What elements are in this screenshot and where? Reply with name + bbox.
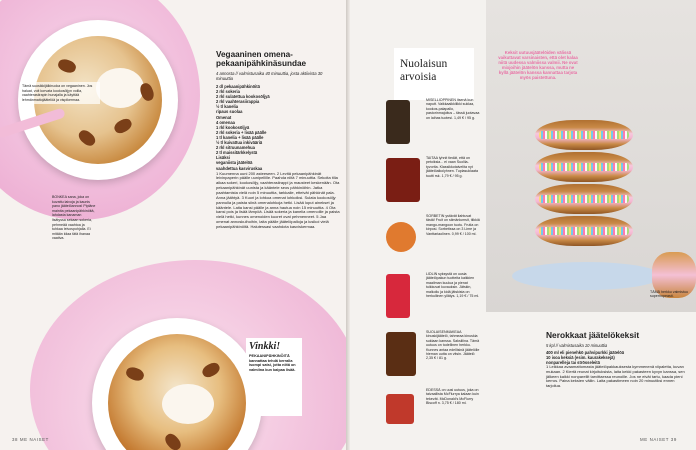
ingredient: 2 rkl sokeria + lisää päälle (216, 129, 267, 135)
ice-cream-sandwich (535, 216, 633, 246)
ingredient: 2 rkl sulatettua kookosöljyä (216, 94, 270, 100)
photo-caption-top: Tämä suosikkijälkiruoka on vegaaninen. Jos haluat, voit korvata kookosöljyn voilla, vaahterasiirapin hunajalla ja käyttää lehmänmaitojäätelöä ja vispikermaa. (20, 82, 100, 104)
page-footer-left: 38 ME NAISET (12, 437, 49, 442)
ingredient: 2 dl pekaanipähkinöitä (216, 84, 260, 89)
recipe2-title: Nerokkaat jäätelökeksit (546, 330, 640, 340)
recipe-block-2 (546, 330, 686, 389)
recipe-title: Vegaaninen omena-pekaanipähkinäsundae (216, 50, 307, 68)
product-image (386, 222, 416, 252)
product-image (386, 100, 410, 144)
recipe2-steps: 1 Leikkaa avaamattomasta jäätelöpakkauksesta kymmenenä viipaletta, kuvan mukaan. 2 Kiertä reunat kirjoituksista, laita kekki pakasteen kyvyn kanssa, sen jälkeen kaikki nonparellit tarvittaessa reunoille. Jos ne eivät tartu, kaada pieni kerros. Paina keksien väliin. Laita pakastimeen noin 20 minuutiksi ennen tarjoilua. (546, 364, 685, 389)
recipe-block (216, 50, 340, 230)
ingredient: veganiista jäätelöä (216, 160, 253, 166)
tip-box (246, 338, 302, 416)
photo-pink-text: Keksit uutuusjäätelöiden välissä vaikuttavat varsinaisten, että olet kalaa niitä uudessa valmiissa valmii. Ne ovat mixjoihin jäätelön kanssa, mutta ne kyllä jäätelön kanssa kannattaa tarjota myös paistettuna. (498, 50, 578, 81)
product-text: EDESSÄ on uusi uutuus, joka on taivaallista McFlurrya kalaan kuin tekevät. McDonald's McFlurry Biscoff n. 3,75 € / 180 ml. (426, 388, 479, 406)
ingredient-list (216, 84, 340, 171)
ingredient: 400 ml eli pienehkö pahvipurkki jäätelöä (546, 350, 625, 355)
page-footer-right: ME NAISET 39 (640, 437, 677, 442)
ice-cream-sandwich (535, 184, 633, 214)
blue-plate (512, 262, 662, 290)
tip-title: Vinkki! (249, 341, 281, 352)
ingredient: 10 isoa keksiä (esim. kaurakeksejä) (546, 355, 615, 360)
products-title-line-2: arvoisia (400, 70, 437, 83)
ingredient: 2 rkl sitruunamehua (216, 145, 255, 151)
ingredient: 1 rkl kookosöljyä (216, 124, 250, 130)
ingredient: ½ tl kanelia (216, 104, 239, 110)
product-text: TAITAA lyhnit tiedät, että on petoiksia... ei vaan Suolila-tyvorita. Klassikkotaivelita nyt jäätelöaikolyhnen. Tuplasuklaata tuutti rsk. 1,79 € / 95 g. (426, 156, 478, 178)
product-image (386, 274, 410, 318)
ingredient: ripaus suolaa (216, 109, 243, 115)
product-text: MISELLIOPPINEN itsenä kun naputt. Vaikkaaikkilikki suklaa, kookos-palapallo, pastorinmajoitus – tässä juotavaa on laihas tuotesi. 1,49 € / 95 g. (426, 98, 480, 120)
ingredient-heading: Lisäksi (216, 155, 230, 161)
product-image (386, 332, 416, 376)
product-item (380, 386, 480, 442)
ingredient: 2 rkl vaahterasiirappia (216, 99, 260, 105)
ingredient: nonparelleja tai strösseleitä (546, 360, 600, 365)
ice-cream-scoop (96, 68, 144, 108)
product-item (380, 270, 480, 326)
cookie-stack (535, 120, 633, 248)
product-text: LIDLIN syksystä on uusia jäätelöpakun tuotteita kaikkien maailman kuulua ja pienat tuikkuvat kuvauksin. Jätskin, malkoilu ja kidä jätskista on herkullinen yllätys. 1,19 € / 75 ml. (426, 272, 480, 299)
ingredient: 1 tl kanelia + lisää päälle (216, 134, 264, 140)
product-item (380, 154, 480, 210)
recipe-steps: 1 Kuumenna uuni 200 asteeseen. 2 Levitä pekaanipähkinät leivinpaperin päälle uunipellille. Paahda niitä 7 minuuttia. Sekoita tilia aikaa sokeri, kookosöljy, vaahterasiirappi ja mausteet keskenään. Ota pekaanipähkinät uunista ja kääntele seos pähkinöihin. Jatka paahtamista vielä noin 5 minuuttia, tarkkaile, etteivät pähkinät pala. Anna jäähtyä. 3 Kuori ja lohkoa omenat lohkoiksi. Sulata kookosöljy pannulla ja paista siinä omenalohkoja hetki. Lisää loput ainekset ja kääntele. Laita kansi päälle ja anna hautua noin 15 minuuttia. 4 Ota kansi pois ja lisää lämpöä. Lisää sokeria ja kanelia omenoille ja paista vielä hetki, kunnes omenoiden kuoret ovat pehmenneet. 5 Jaa omenat annoskulhoihin, laita päälle jäätelöpalloja ja lusikoi vielä pekaanipähkinöitä. Halutessasi vaahdota kasviskermaa. (216, 170, 340, 229)
recipe-meta: 4 annosta // valmistusaika 40 minuuttia, josta aktiivista 30 minuuttia (216, 71, 323, 81)
recipe2-meta: 5 kpl // valmistusaika 10 minuuttia (546, 343, 608, 348)
photo-caption-cookie: TÄMÄ herkku valmistuu supernopeasti. (650, 290, 688, 299)
photo-caption-side: BONKEA sana, joka on kuvattu laivoja ja kaunis pano jäätelöannos! Pipiäne mainita pekaanipähkinöitä, lahdasta kanaman lisätyssa sekaan sokeria, pehmeää vaahtoa ja tuhkaa leivospohjalla. Ei mitään kiiaa tätä ihanaa vaativa. (52, 195, 96, 241)
ice-cream-scoop (162, 384, 214, 424)
product-image (386, 394, 414, 424)
product-item (380, 212, 480, 268)
ingredient-list-2 (546, 350, 686, 365)
product-text: SUOLAISENMAKEAA kinuskijäätelö, tahmeaa kinuskia suklaan kanssa. Saksiliina. Tämä uutuus on todellinen herkku. Kunnes antaa edellisinä jäätelölle hieman uutta on vitsin. Jäätelö 2,35 € / 81 g. (426, 330, 480, 361)
product-item (380, 328, 480, 384)
ice-cream-sandwich (535, 120, 633, 150)
ingredient: 2 rkl sokeria (216, 89, 240, 95)
product-list (380, 96, 480, 444)
ingredient: ½ tl kuivattua inkivääriä (216, 140, 263, 146)
ice-cream-sandwich (535, 152, 633, 182)
ingredient-heading: Omenat (216, 114, 232, 120)
products-title (400, 58, 447, 83)
tip-text: PEKAANIPÄHKINÖITÄ kannattaa tehdä kerralla isompi satsi, jotta niitä on valmiina kun kaipaa lisää. (249, 354, 296, 372)
product-item (380, 96, 480, 152)
left-page (0, 0, 346, 450)
products-title-line-1: Nuolaisun (400, 58, 448, 70)
ingredient: 2 tl maissitärkkelystä (216, 150, 258, 156)
ingredient: 4 omenaa (216, 119, 235, 125)
ingredient: vaahdettua kasviruskaa (216, 165, 263, 171)
product-image (386, 158, 420, 202)
product-text: SORBETIN ystävät ilahtuvat tästä! Fruit on silmänlumsit, tiikkiä mango-mangoon tuotu. Frutia on kirposi. Sorbetissa on 3 Lime ja Vanttariaolinen. 0,99 € / 100 ml. (426, 214, 480, 236)
